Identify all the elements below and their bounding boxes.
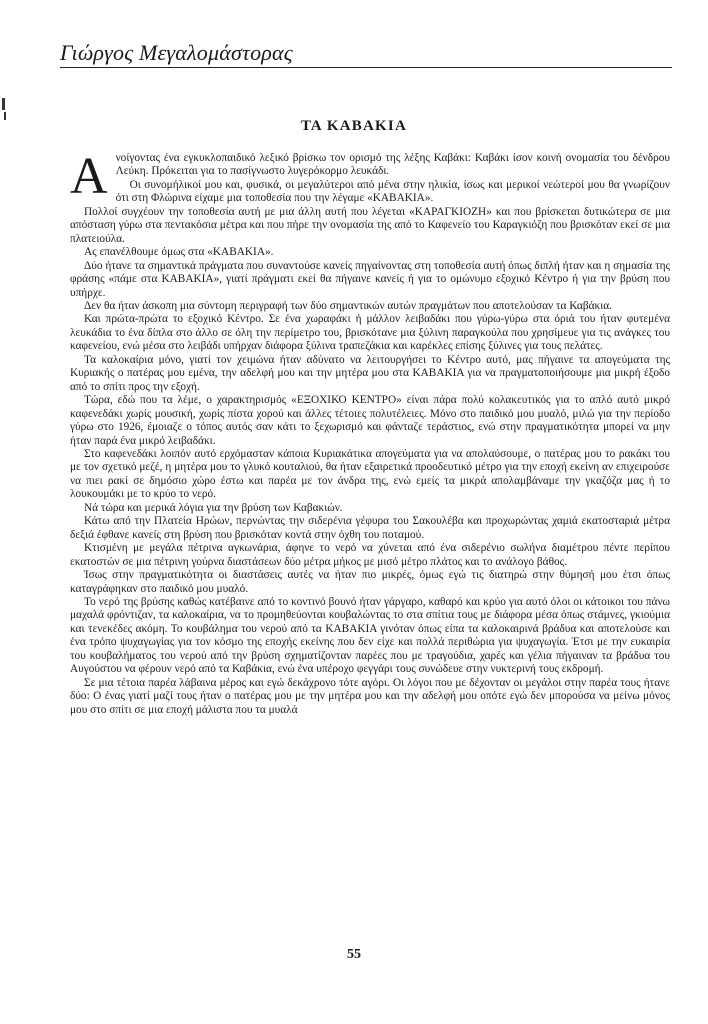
paragraph: Σε μια τέτοια παρέα λάβαινα μέρος και εγώ δεκάχρονο τότε αγόρι. Οι λόγοι που με δέχονταν οι μεγάλοι στην παρέα τους ήτανε δύο: Ο ένας γιατί μαζί τους ήταν ο πατέρας μου με την μητέρα μου και την αδελφή μου οπότε εγώ δεν μπορούσα να μείνω μόνος μου στο σπίτι σε μια εποχή μάλιστα που τα μυαλά [70, 676, 670, 716]
paragraph: Κάτω από την Πλατεία Ηρώων, περνώντας την σιδερένια γέφυρα του Σακουλέβα και προχωρώντας χαμιά εκατοσταριά μέτρα δεξιά έφθανε κανείς στη βρύση που βρισκόταν κοντά στην όχθη του ποταμού. [70, 515, 670, 541]
paragraph: Οι συνομήλικοί μου και, φυσικά, οι μεγαλύτεροι από μένα στην ηλικία, ίσως και μερικοί νεώτεροί μου θα γνωρίζουν ότι στη Φλώρινα είχαμε μια τοποθεσία που την λέγαμε «ΚΑΒΑΚΙΑ». [115, 178, 670, 205]
paragraph-text: νοίγοντας ένα εγκυκλοπαιδικό λεξικό βρίσκω τον ορισμό της λέξης Καβάκι: Καβάκι ίσον κοινή ονομασία του δένδρου Λεύκη. Πρόκειται για το πασίγνωστο λυγερόκορμο λευκάδι. [115, 152, 670, 178]
paragraph: Στο καφενεδάκι λοιπόν αυτό ερχόμασταν κάποια Κυριακάτικα απογεύματα για να απολαύσουμε, ο πατέρας μου το ρακάκι του με τον σχετικό μεζέ, η μητέρα μου το γλυκό κουταλιού, θα ήταν εξαιρετικά προοδευτικό μέτρο για την εποχή εκείνη αν επιχειρούσε να πιει ρακί σε δημόσιο χώρο έστω και παρέα με τον άνδρα της, ενώ εμείς τα μικρά απολαμβάναμε την γκαζόζα μας ή το λουκουμάκι με το κρύο το νερό. [70, 447, 670, 501]
margin-mark [2, 98, 5, 110]
paragraph: Κτισμένη με μεγάλα πέτρινα αγκωνάρια, άφηνε το νερό να χύνεται από ένα σιδερένιο σωλήνα διαμέτρου πέντε περίπου εκατοστών σε μια πέτρινη γούρνα διαστάσεων δύο μέτρα μήκος με μισό μέτρο πλάτος και το ανάλογο βάθος. [70, 542, 670, 568]
chapter-title: ΤΑ ΚΑΒΑΚΙΑ [301, 118, 407, 134]
header-rule [60, 67, 672, 68]
paragraph: Ας επανέλθουμε όμως στα «ΚΑΒΑΚΙΑ». [84, 246, 274, 259]
paragraph: Δεν θα ήταν άσκοπη μια σύντομη περιγραφή των δύο σημαντικών αυτών πραγμάτων που αποτελούσαν τα Καβάκια. [84, 299, 612, 312]
drop-cap: Α [70, 148, 108, 205]
paragraph: Νά τώρα και μερικά λόγια για την βρύση των Καβακιών. [84, 501, 343, 514]
body-text [70, 148, 670, 717]
paragraph: Τα καλοκαίρια μόνο, γιατί τον χειμώνα ήταν αδύνατο να λειτουργήσει το Κέντρο αυτό, μας πήγαινε τα απογεύματα της Κυριακής ο πατέρας μου εμένα, την αδελφή μου και την μητέρα μου στα ΚΑΒΑΚΙΑ για να πραγματοποιήσουμε μια μικρή έξοδο από το σπίτι προς την εξοχή. [70, 353, 670, 393]
page-number: 55 [347, 947, 361, 962]
paragraph: Το νερό της βρύσης καθώς κατέβαινε από το κοντινό βουνό ήταν γάργαρο, καθαρό και κρύο για αυτό όλοι οι κάτοικοι του πάνω μαχαλά φρόντιζαν, τα καλοκαίρια, να το προμηθεύονται κουβαλώντας το στα σπίτια τους με διάφορα μέσα όπως στάμνες, γκιούμια και τενεκέδες ακόμη. Το κουβάλημα του νερού από τα ΚΑΒΑΚΙΑ γινόταν όπως είπα τα καλοκαιρινά βράδυα και αποτελούσε και ένα τρόπο ψυχαγωγίας για τον κόσμο της εποχής εκείνης που δεν είχε και πολλά περιθώρια για ψυχαγωγία. Έτσι με την ευκαιρία του κουβαλήματος του νερού από την βρύση σχηματίζονταν παρέες που με τραγούδια, χαρές και γέλια πήγαιναν τα βράδυα του Αυγούστου να φέρουν νερό από τα Καβάκια, ενώ ένα υπέροχο φεγγάρι τους συνώδευε στην νυκτερινή τους εκδρομή. [70, 595, 670, 676]
paragraph: Τώρα, εδώ που τα λέμε, ο χαρακτηρισμός «ΕΞΟΧΙΚΟ ΚΕΝΤΡΟ» είναι πάρα πολύ κολακευτικός για το απλό αυτό μικρό καφενεδάκι χωρίς μουσική, χωρίς πίστα χορού και άλλες τέτοιες πολυτέλειες. Μόνο στο παιδικό μου μυαλό, μιλώ για την περίοδο γύρω στο 1926, έμοιαζε ο τόπος αυτός σαν κάτι το ξεχωρισμό και φάνταζε τεράστιος, ενώ στην πραγματικότητα μπορεί να μην ήταν παρά ένα μικρό λειβαδάκι. [70, 394, 670, 447]
paragraph: Και πρώτα-πρώτα το εξοχικό Κέντρο. Σε ένα χωραφάκι ή μάλλον λειβαδάκι που γύρω-γύρω στα όριά του ήταν φυτεμένα λευκάδια το ένα δίπλα στο άλλο σε όλη την περίμετρο του, βρισκότανε μια ξύλινη παραγκούλα που χρησίμευε για τις ανάγκες του καφενείου, ενώ μέσα στο λειβάδι υπήρχαν διάφορα ξύλινα τραπεζάκια και καρέκλες επίσης ξύλινες για τους πελάτες. [70, 313, 670, 353]
paragraph: Δύο ήτανε τα σημαντικά πράγματα που συναντούσε κανείς πηγαίνοντας στη τοποθεσία αυτή όπως διπλή ήταν και η σημασία της φράσης «πάμε στα ΚΑΒΑΚΙΑ», γιατί πράγματι εκεί θα πήγαινε κανείς ή για το ομώνυμο εξοχικό Κέντρο ή για την βρύση που υπήρχε. [70, 259, 670, 299]
paragraph: Πολλοί συγχέουν την τοποθεσία αυτή με μια άλλη αυτή που λέγεται «ΚΑΡΑΓΚΙΟΖΗ» και που βρίσκεται δυτικώτερα σε μια απόσταση γύρω στα πεντακόσια μέτρα και που πήρε την ονομασία της από το Καφενείο του Καραγκιόζη που βρισκόταν εκεί σε μια πλατειούλα. [70, 205, 670, 245]
running-head-author: Γιώργος Μεγαλομάστορας [60, 40, 293, 65]
paragraph: Ίσως στην πραγματικότητα οι διαστάσεις αυτές να ήταν πιο μικρές, όμως εγώ τις διατηρώ στην θύμησή μου έτσι όπως καταγράφηκαν στο παιδικό μου μυαλό. [70, 569, 670, 595]
